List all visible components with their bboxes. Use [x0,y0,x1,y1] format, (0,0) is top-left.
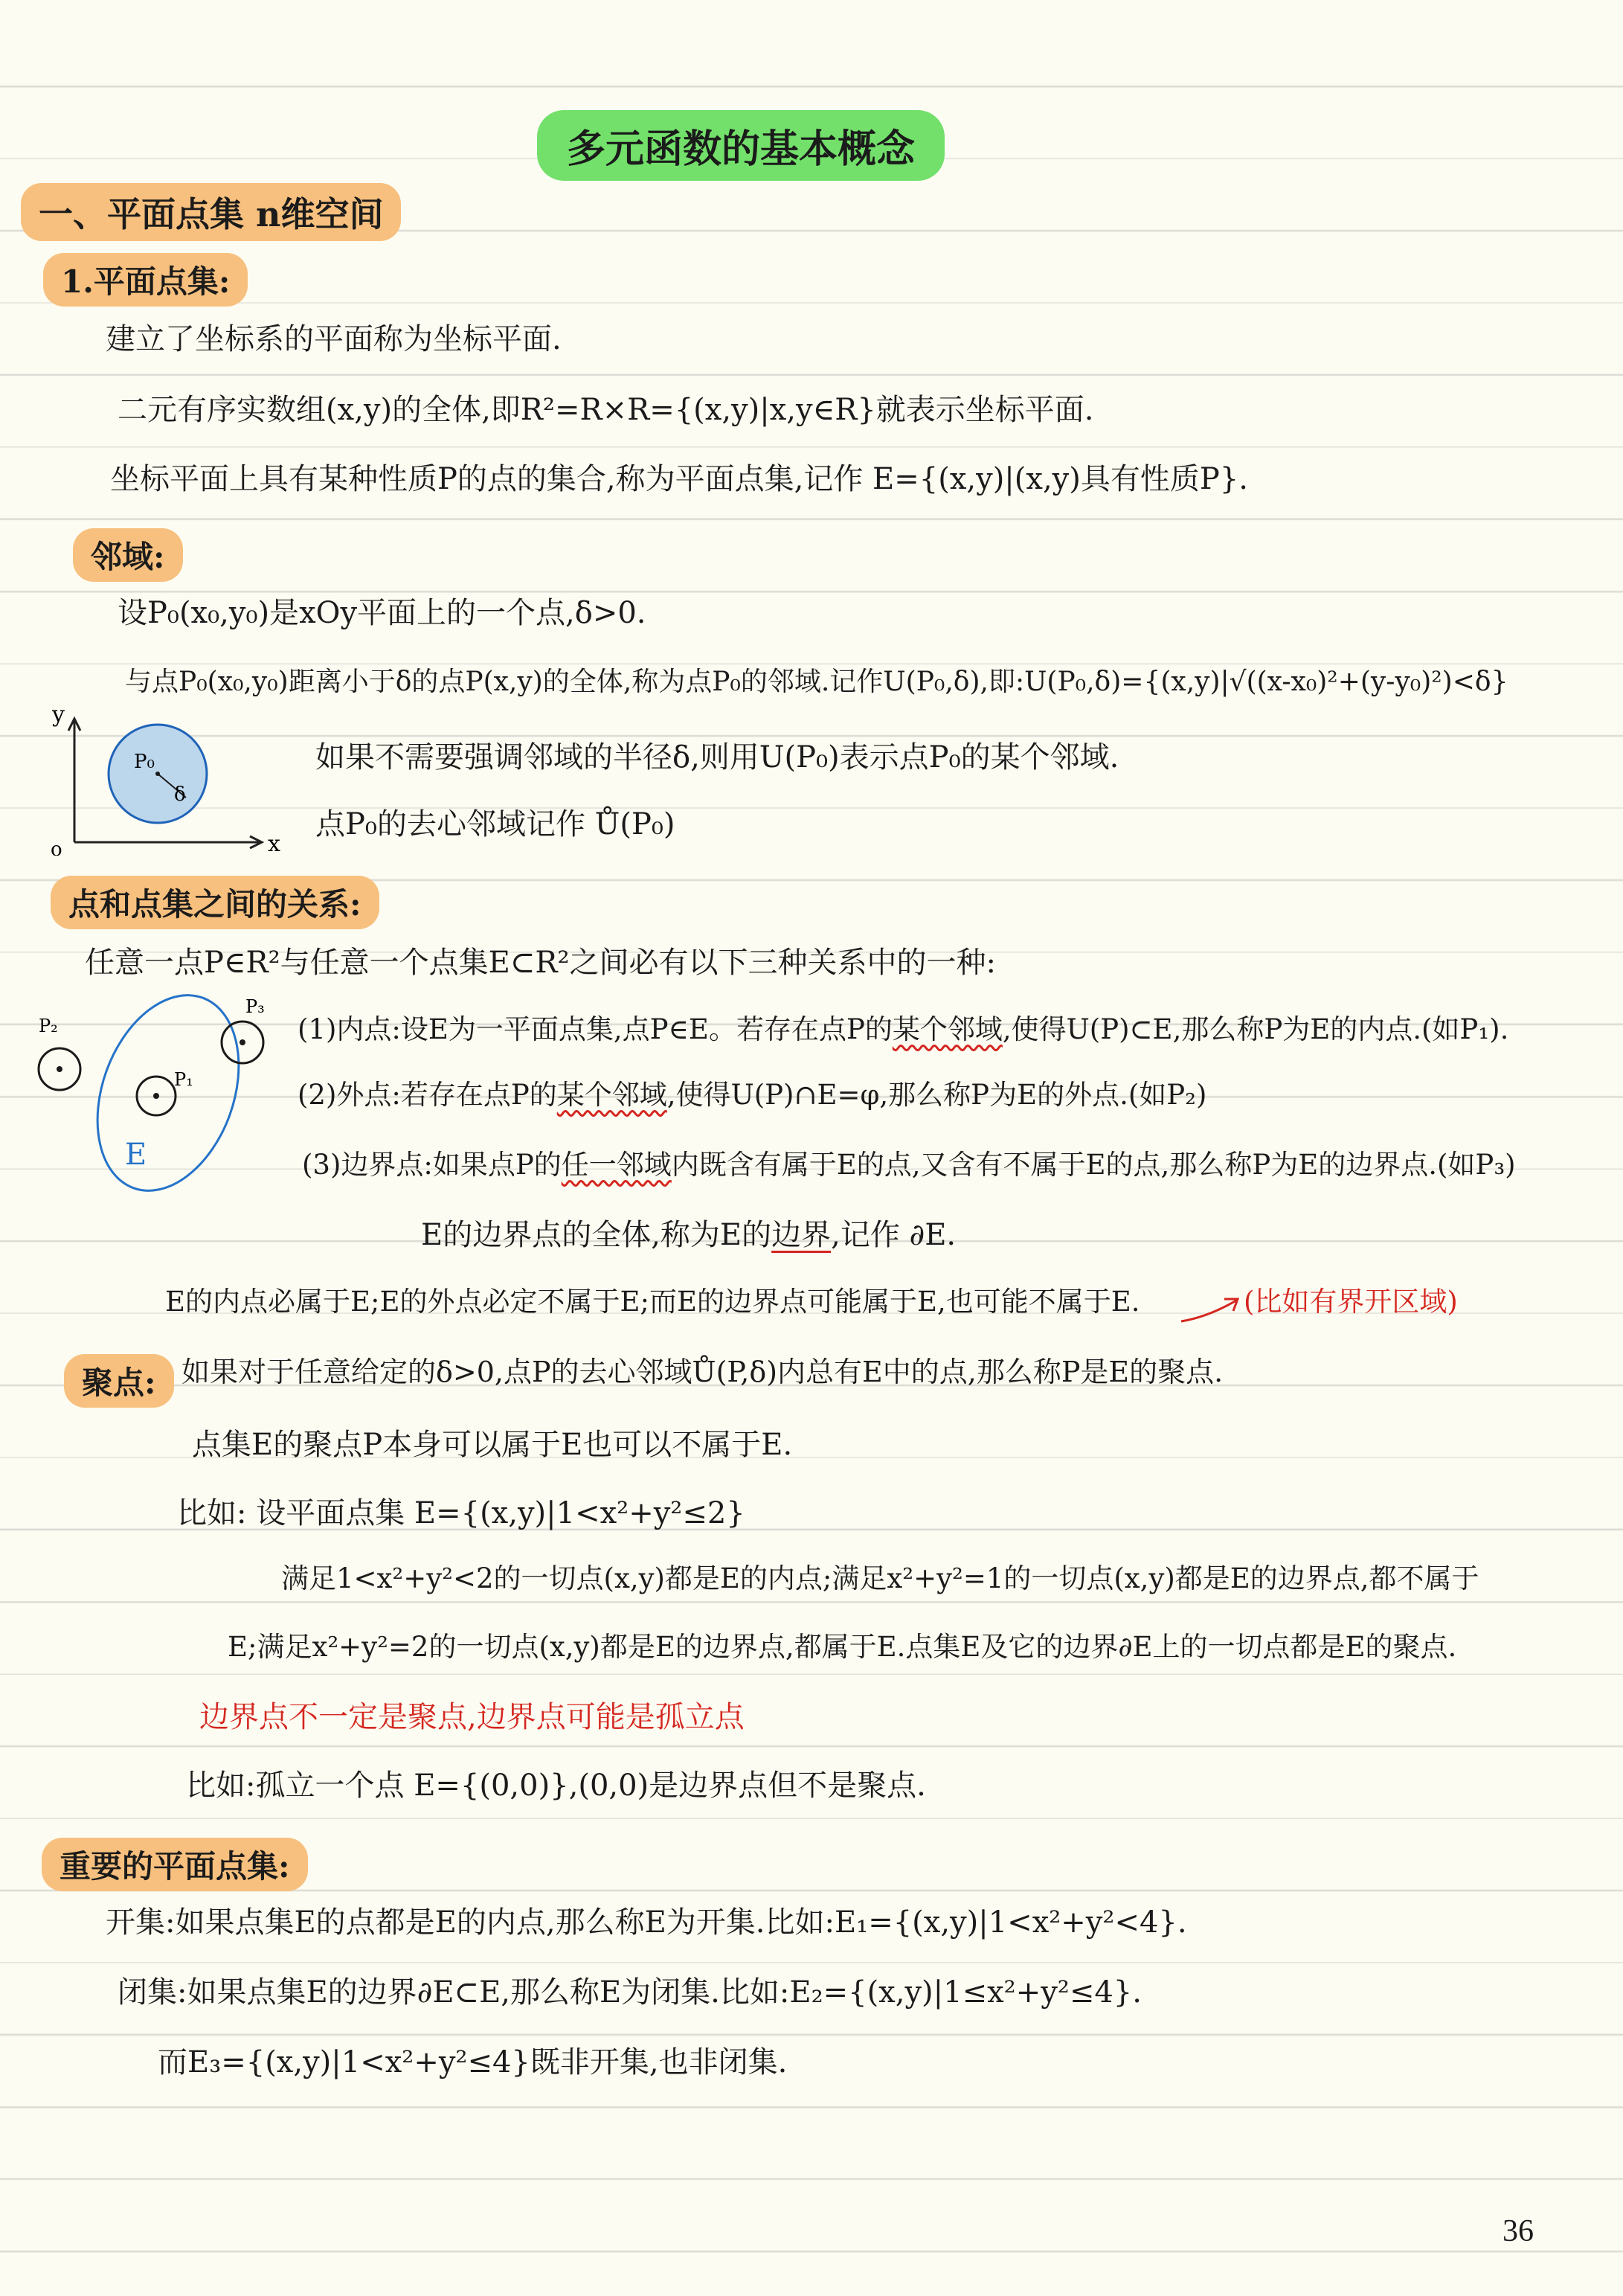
neighborhood-heading: 邻域: [73,528,183,582]
neighborhood-line-4: 点P₀的去心邻域记作 Ů(P₀) [315,807,675,841]
closed-set-definition: 闭集:如果点集E的边界∂E⊂E,那么称E为闭集.比如:E₂={(x,y)|1≤x²+y²≤4}. [118,1975,1142,2010]
neighborhood-figure [37,699,290,856]
subsection-heading-plane-set: 1.平面点集: [43,253,248,307]
radius-delta-label: δ [174,783,186,806]
plane-set-line-3: 坐标平面上具有某种性质P的点的集合,称为平面点集,记作 E={(x,y)|(x,y)具有性质P}. [110,462,1248,496]
boundary-point-definition: (3)边界点:如果点P的任一邻域内既含有属于E的点,又含有不属于E的点,那么称P为E的边界点.(如P₃) [302,1149,1516,1181]
set-e-label: E [125,1138,147,1172]
important-sets-heading: 重要的平面点集: [42,1838,308,1891]
axis-x-label: x [268,831,280,856]
neighborhood-line-1: 设P₀(x₀,y₀)是xOy平面上的一个点,δ>0. [118,596,646,630]
relation-note: E的内点必属于E;E的外点必定不属于E;而E的边界点可能属于E,也可能不属于E. [165,1286,1140,1318]
point-set-relation-heading: 点和点集之间的关系: [51,876,379,929]
relation-note-red: (比如有界开区域) [1244,1286,1458,1318]
neighborhood-line-3: 如果不需要强调邻域的半径δ,则用U(P₀)表示点P₀的某个邻域. [315,740,1119,775]
exterior-point-definition: (2)外点:若存在点P的某个邻域,使得U(P)∩E=φ,那么称P为E的外点.(如P₂) [298,1079,1207,1111]
accumulation-point-heading: 聚点: [64,1354,174,1408]
neither-set-example: 而E₃={(x,y)|1<x²+y²≤4}既非开集,也非闭集. [158,2045,788,2079]
accumulation-red-note: 边界点不一定是聚点,边界点可能是孤立点 [199,1700,745,1734]
page-title: 多元函数的基本概念 [537,110,945,181]
accumulation-example-isolated: 比如:孤立一个点 E={(0,0)},(0,0)是边界点但不是聚点. [186,1769,926,1803]
point-p1-label: P₁ [174,1069,193,1090]
point-p0-label: P₀ [134,751,155,773]
origin-label: o [51,838,62,856]
accumulation-example-line-3: E;满足x²+y²=2的一切点(x,y)都是E的边界点,都属于E.点集E及它的边界∂E上的一切点都是E的聚点. [228,1631,1457,1663]
accumulation-line-2: 点集E的聚点P本身可以属于E也可以不属于E. [192,1428,793,1462]
relation-intro: 任意一点P∈R²与任意一个点集E⊂R²之间必有以下三种关系中的一种: [85,946,997,980]
section-heading: 一、平面点集 n维空间 [21,183,401,241]
note-arrow-icon [1178,1290,1245,1327]
set-e-region [72,986,264,1194]
plane-set-line-2: 二元有序实数组(x,y)的全体,即R²=R×R={(x,y)|x,y∈R}就表示坐标平面. [118,393,1094,427]
point-p2-label: P₂ [39,1016,58,1036]
accumulation-example-line-2: 满足1<x²+y²<2的一切点(x,y)都是E的内点;满足x²+y²=1的一切点(x,y)都是E的边界点,都不属于 [281,1562,1479,1594]
neighborhood-line-2: 与点P₀(x₀,y₀)距离小于δ的点P(x,y)的全体,称为点P₀的邻域.记作U(P₀,δ),即:U(P₀,δ)={(x,y)|√((x-x₀)²+(y-y₀)²)<δ} [125,667,1508,697]
axis-y-label: y [52,702,65,728]
point-relation-figure [22,986,298,1194]
open-set-definition: 开集:如果点集E的点都是E的内点,那么称E为开集.比如:E₁={(x,y)|1<x²+y²<4}. [106,1905,1187,1940]
point-p3-label: P₃ [245,996,265,1017]
interior-point-definition: (1)内点:设E为一平面点集,点P∈E。若存在点P的某个邻域,使得U(P)⊂E,那么称P为E的内点.(如P₁). [298,1013,1509,1045]
page-number: 36 [1503,2214,1534,2248]
accumulation-example: 比如: 设平面点集 E={(x,y)|1<x²+y²≤2} [177,1496,745,1530]
plane-set-line-1: 建立了坐标系的平面称为坐标平面. [106,322,562,356]
boundary-set-definition: E的边界点的全体,称为E的边界,记作 ∂E. [421,1218,957,1252]
accumulation-line-1: 如果对于任意给定的δ>0,点P的去心邻域Ů(P,δ)内总有E中的点,那么称P是E的聚点. [181,1356,1224,1388]
